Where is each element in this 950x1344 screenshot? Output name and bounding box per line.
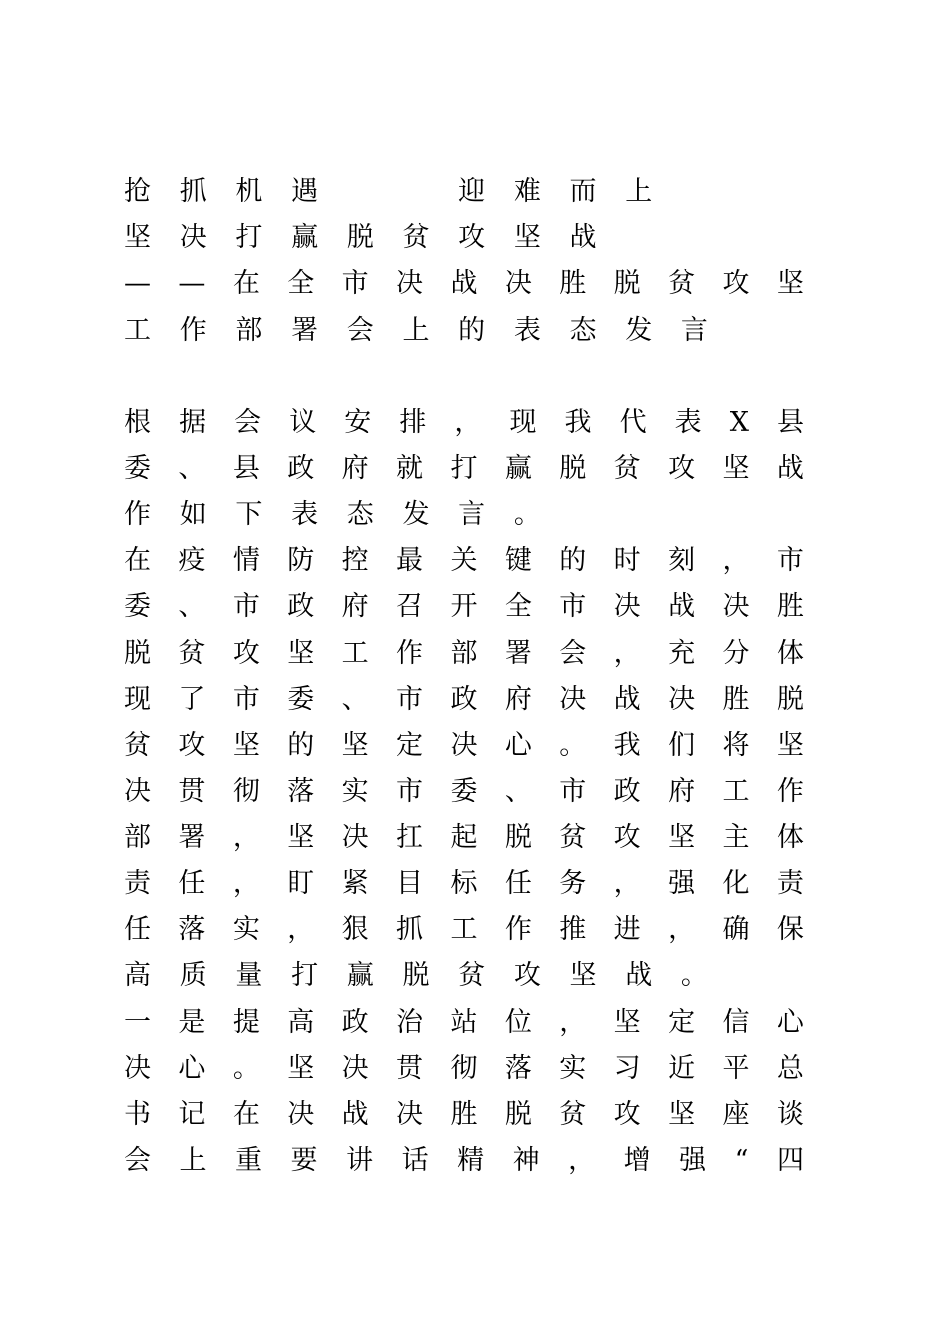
body-line: 根 据 会 议 安 排 ， 现 我 代 表 X 县 [124, 407, 804, 438]
body-line: 一 是 提 高 政 治 站 位 ， 坚 定 信 心 [124, 1007, 804, 1038]
title-line: 坚 决 打 赢 脱 贫 攻 坚 战 [124, 222, 597, 253]
title-line: — — 在 全 市 决 战 决 胜 脱 贫 攻 坚 [124, 268, 804, 299]
body-line: 现 了 市 委 、 市 政 府 决 战 决 胜 脱 [124, 684, 804, 715]
body-line: 委 、 县 政 府 就 打 赢 脱 贫 攻 坚 战 [124, 453, 804, 484]
body-line: 委 、 市 政 府 召 开 全 市 决 战 决 胜 [124, 591, 804, 622]
body-line: 决 贯 彻 落 实 市 委 、 市 政 府 工 作 [124, 776, 804, 807]
body-line: 贫 攻 坚 的 坚 定 决 心 。 我 们 将 坚 [124, 730, 804, 761]
body-line: 部 署 ， 坚 决 扛 起 脱 贫 攻 坚 主 体 [124, 822, 804, 853]
body-line: 高 质 量 打 赢 脱 贫 攻 坚 战 。 [124, 960, 708, 991]
body-line: 会 上 重 要 讲 话 精 神 ， 增 强 “ 四 [124, 1145, 804, 1176]
body-line: 责 任 ， 盯 紧 目 标 任 务 ， 强 化 责 [124, 868, 804, 899]
body-line: 任 落 实 ， 狠 抓 工 作 推 进 ， 确 保 [124, 914, 804, 945]
body-line: 作 如 下 表 态 发 言 。 [124, 499, 541, 530]
body-line: 在 疫 情 防 控 最 关 键 的 时 刻 ， 市 [124, 545, 804, 576]
body-line: 脱 贫 攻 坚 工 作 部 署 会 ， 充 分 体 [124, 638, 804, 669]
body-line: 书 记 在 决 战 决 胜 脱 贫 攻 坚 座 谈 [124, 1099, 804, 1130]
body-line: 决 心 。 坚 决 贯 彻 落 实 习 近 平 总 [124, 1053, 804, 1084]
title-line: 抢 抓 机 遇 迎 难 而 上 [124, 176, 653, 207]
title-line: 工 作 部 署 会 上 的 表 态 发 言 [124, 315, 708, 346]
